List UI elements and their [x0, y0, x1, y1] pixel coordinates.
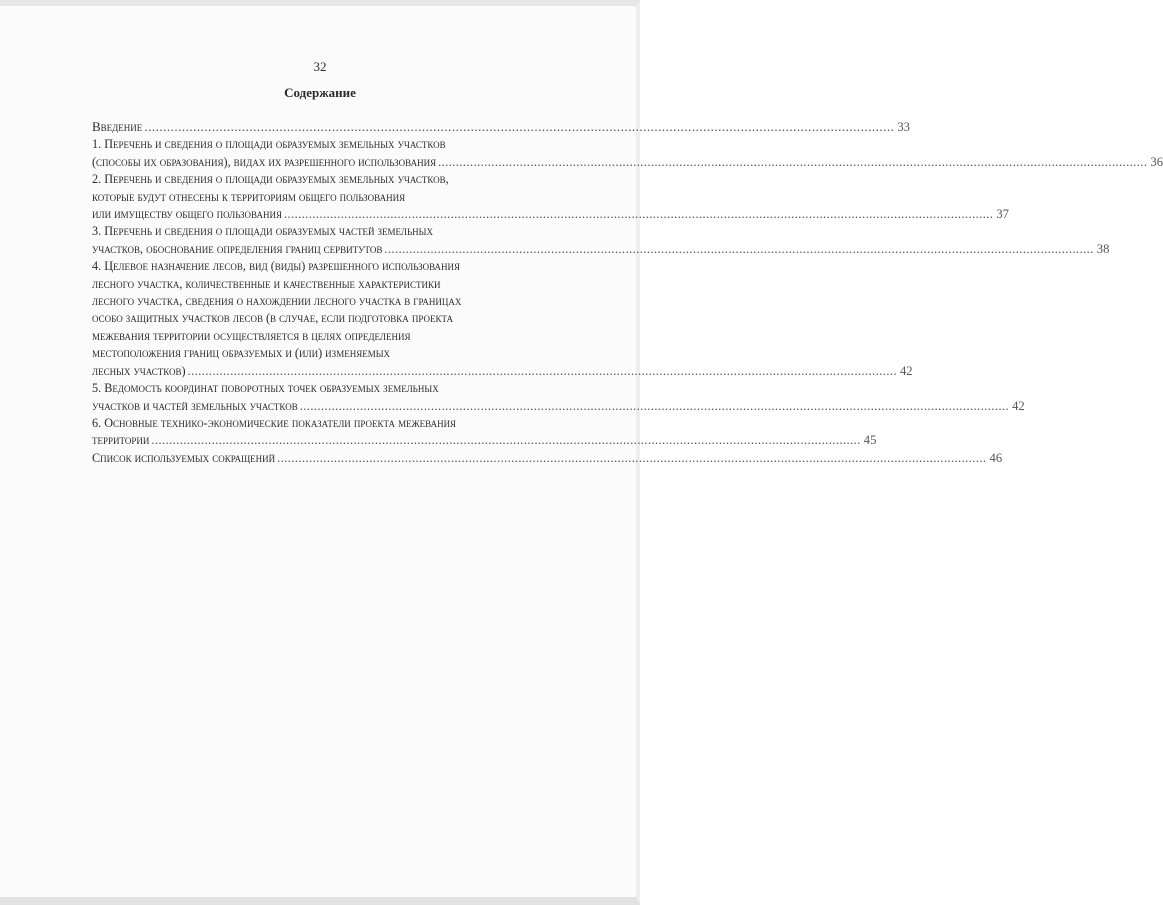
toc-entry-line: межевания территории осуществляется в целях определения: [92, 328, 411, 343]
toc-entry-line: особо защитных участков лесов (в случае, если подготовка проекта: [92, 311, 453, 326]
toc-entry-last-line: [92, 432, 877, 449]
toc-entry-line: 5. Ведомость координат поворотных точек образуемых земельных: [92, 381, 439, 396]
toc-entry-line: участков, обоснование определения границ сервитутов: [92, 241, 383, 256]
dot-leader: ........................................................................................................................................................................................................: [277, 450, 987, 465]
dot-leader: ........................................................................................................................................................................................................: [384, 241, 1094, 256]
toc-entry-last-line: [92, 450, 1003, 467]
toc-entry-line: Список используемых сокращений: [92, 450, 276, 465]
toc-entry-line: (способы их образования), видах их разрешенного использования: [92, 154, 437, 169]
toc-entry: [92, 223, 1110, 258]
toc-title: Содержание: [284, 85, 356, 100]
toc-page-number: 42: [900, 363, 913, 378]
dot-leader: ........................................................................................................................................................................................................: [299, 398, 1010, 413]
toc-page-number: 37: [996, 207, 1009, 222]
toc-entry-line: 4. Целевое назначение лесов, вид (виды) разрешенного использования: [92, 259, 461, 274]
toc-page-number: 36: [1150, 154, 1163, 169]
toc-entry-line: 2. Перечень и сведения о площади образуемых земельных участков,: [92, 172, 449, 187]
toc-page-number: 45: [863, 433, 877, 448]
toc-entry: [92, 380, 1025, 415]
toc-entry: [92, 136, 1163, 171]
dot-leader: ........................................................................................................................................................................................................: [284, 207, 994, 222]
toc-entry: [92, 258, 913, 380]
toc-entry-last-line: [92, 206, 1009, 223]
toc-entry: [92, 415, 877, 450]
toc-entry-line: территории: [92, 433, 150, 448]
toc-entry-line: лесных участков): [92, 363, 186, 378]
toc-entry-last-line: [92, 154, 1163, 171]
toc-entry-line: или имуществу общего пользования: [92, 207, 282, 222]
toc-entry: [92, 450, 1003, 467]
toc-entry-line: участков и частей земельных участков: [92, 398, 298, 413]
toc-entry-last-line: [92, 398, 1025, 415]
toc-entry-last-line: [92, 118, 910, 136]
toc-entry: [92, 118, 910, 136]
page-number: 32: [313, 59, 327, 74]
toc-entry-line: лесного участка, сведения о нахождении лесного участка в границах: [92, 294, 462, 309]
toc-entry-line: 3. Перечень и сведения о площади образуемых частей земельных: [92, 224, 434, 239]
toc-page-number: 38: [1096, 241, 1110, 256]
toc-page-number: 46: [989, 450, 1003, 465]
toc-entry: [92, 171, 1009, 223]
dot-leader: ........................................................................................................................................................................................................: [144, 119, 895, 134]
table-of-contents: [92, 118, 1163, 467]
dot-leader: ........................................................................................................................................................................................................: [438, 154, 1148, 169]
toc-entry-line: 6. Основные технико-экономические показатели проекта межевания: [92, 415, 457, 430]
toc-entry-line: Введение: [92, 119, 143, 134]
toc-page-number: 33: [897, 120, 910, 134]
toc-entry-last-line: [92, 241, 1110, 258]
toc-entry-line: лесного участка, количественные и качественные характеристики: [92, 276, 441, 291]
toc-entry-line: 1. Перечень и сведения о площади образуемых земельных участков: [92, 137, 446, 152]
dot-leader: ........................................................................................................................................................................................................: [151, 433, 861, 448]
toc-entry-last-line: [92, 363, 913, 380]
toc-page-number: 42: [1012, 398, 1025, 413]
toc-entry-line: которые будут отнесены к территориям общего пользования: [92, 189, 406, 204]
toc-entry-line: местоположения границ образуемых и (или) изменяемых: [92, 346, 391, 361]
dot-leader: ........................................................................................................................................................................................................: [187, 363, 897, 378]
